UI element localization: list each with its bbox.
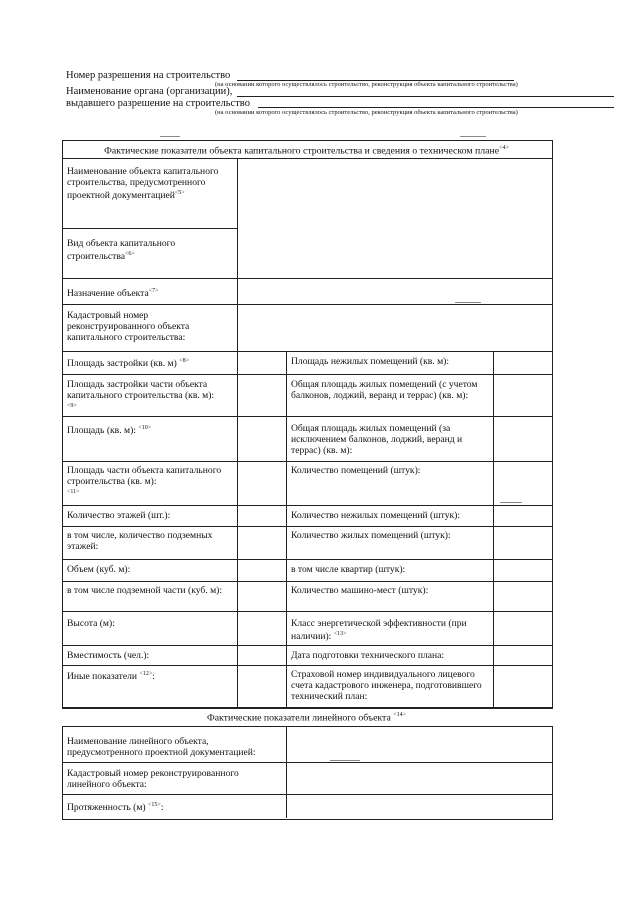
permit-note: (на основании которого осуществлялось строительство, реконструкция объекта капитального строительства) — [215, 81, 518, 88]
object-purpose-label: Назначение объекта$^{<7>}$ — [67, 288, 159, 300]
left-cell-9: Высота (м): — [67, 618, 115, 629]
right-cell-7: в том числе квартир (штук): — [291, 564, 406, 575]
left-cell-10: Вместимость (чел.): — [67, 650, 150, 661]
object-kind-label: Вид объекта капитального строительства$^{<6>}$ — [67, 238, 176, 263]
issued-note: (на основании которого осуществлялось строительство, реконструкция объекта капитального строительства) — [215, 109, 518, 116]
issued-field[interactable] — [258, 107, 614, 108]
object-name-label: Наименование объекта капитального строительства, предусмотренного проектной документацией$^{<5>}$ — [67, 166, 219, 202]
organ-name-field[interactable] — [237, 96, 614, 97]
right-cell-5: Количество нежилых помещений (штук): — [291, 510, 461, 521]
left-cell-11: Иные показатели $^{<12>}$: — [67, 671, 155, 683]
linear-length-label: Протяженность (м) $^{<15>}$: — [67, 802, 164, 814]
right-cell-10: Дата подготовки технического плана: — [291, 650, 445, 661]
left-cell-4: Площадь части объекта капитального строительства (кв. м): $^{<11>}$ — [67, 465, 222, 495]
linear-cadastral-label: Кадастровый номер реконструированного линейного объекта: — [67, 768, 239, 790]
permit-number-label: Номер разрешения на строительство — [66, 70, 231, 81]
organ-name-label: Наименование органа (организации), — [66, 86, 233, 97]
issued-label: выдавшего разрешение на строительство — [66, 98, 250, 109]
right-cell-11: Страховой номер индивидуального лицевого счета кадастрового инженера, подготовившего технический план: — [291, 669, 482, 702]
section2-title: Фактические показатели линейного объекта $^{<14>}$ — [206, 712, 407, 724]
right-cell-8: Количество машино-мест (штук): — [291, 585, 429, 596]
section1-title: Фактические показатели объекта капитального строительства и сведения о техническом плане$^{<4>}$ — [104, 145, 509, 157]
left-cell-3: Площадь (кв. м): $^{<10>}$ — [67, 425, 152, 437]
left-cell-7: Объем (куб. м): — [67, 564, 131, 575]
right-cell-1: Площадь нежилых помещений (кв. м): — [291, 356, 450, 367]
right-cell-3: Общая площадь жилых помещений (за исключением балконов, лоджий, веранд и террас) (кв. м): — [291, 423, 463, 456]
left-cell-5: Количество этажей (шт.): — [67, 510, 171, 521]
left-cell-6: в том числе, количество подземных этажей: — [67, 530, 213, 552]
cadastral-number-label: Кадастровый номер реконструированного объекта капитального строительства: — [67, 310, 190, 343]
left-cell-1: Площадь застройки (кв. м) $^{<8>}$ — [67, 358, 189, 370]
right-cell-6: Количество жилых помещений (штук): — [291, 530, 451, 541]
left-cell-2: Площадь застройки части объекта капитального строительства (кв. м): $^{<9>}$ — [67, 379, 215, 409]
linear-name-label: Наименование линейного объекта, предусмотренного проектной документацией: — [67, 736, 256, 758]
left-cell-8: в том числе подземной части (куб. м): — [67, 585, 223, 596]
right-cell-2: Общая площадь жилых помещений (с учетом балконов, лоджий, веранд и террас) (кв. м): — [291, 379, 478, 401]
right-cell-4: Количество помещений (штук): — [291, 465, 421, 476]
right-cell-9: Класс энергетической эффективности (при наличии): $^{<13>}$ — [291, 618, 467, 643]
